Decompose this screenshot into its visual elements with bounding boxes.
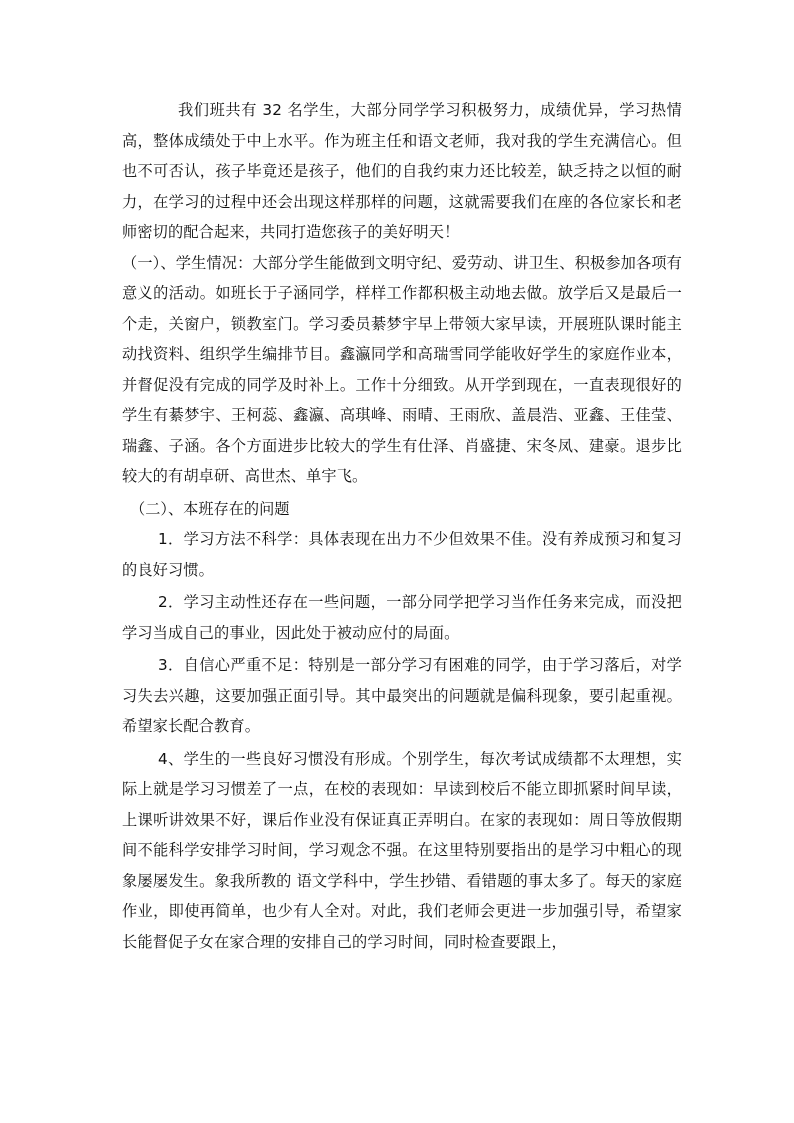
intro-paragraph: 我们班共有 32 名学生，大部分同学学习积极努力，成绩优异，学习热情高，整体成绩处于中上水平。作为班主任和语文老师，我对我的学生充满信心。但也不可否认，孩子毕竟还是孩子，他们的自我约束力还比较差，缺乏持之以恒的耐力，在学习的过程中还会出现这样那样的问题，这就需要我们在座的各位家长和老师密切的配合起来，共同打造您孩子的美好明天！ — [122, 101, 682, 241]
problem-item-2: 2．学习主动性还存在一些问题，一部分同学把学习当作任务来完成，而没把学习当成自己的事业，因此处于被动应付的局面。 — [122, 593, 682, 642]
document-body — [122, 95, 682, 957]
problem-item-3: 3．自信心严重不足：特别是一部分学习有困难的同学，由于学习落后，对学习失去兴趣，这要加强正面引导。其中最突出的问题就是偏科现象，要引起重视。希望家长配合教育。 — [122, 656, 682, 735]
student-situation-paragraph: （一）、学生情况：大部分学生能做到文明守纪、爱劳动、讲卫生、积极参加各项有意义的活动。如班长于子涵同学，样样工作都积极主动地去做。放学后又是最后一个走，关窗户，锁教室门。学习委员綦梦宇早上带领大家早读，开展班队课时能主动找资料、组织学生编排节目。鑫瀛同学和高瑞雪同学能收好学生的家庭作业本，并督促没有完成的同学及时补上。工作十分细致。从开学到现在，一直表现很好的学生有綦梦宇、王柯蕊、鑫瀛、高琪峰、雨晴、王雨欣、盖晨浩、亚鑫、王佳莹、瑞鑫、子涵。各个方面进步比较大的学生有仕泽、肖盛捷、宋冬凤、建豪。退步比较大的有胡卓研、高世杰、单宇飞。 — [122, 253, 682, 485]
section-heading-problems: （二）、本班存在的问题 — [130, 499, 290, 518]
problem-item-1: 1．学习方法不科学：具体表现在出力不少但效果不佳。没有养成预习和复习的良好习惯。 — [122, 530, 682, 579]
problem-item-4: 4、学生的一些良好习惯没有形成。个别学生，每次考试成绩都不太理想，实际上就是学习习惯差了一点，在校的表现如：早读到校后不能立即抓紧时间早读，上课听讲效果不好，课后作业没有保证真正弄明白。在家的表现如：周日等放假期间不能科学安排学习时间，学习观念不强。在这里特别要指出的是学习中粗心的现象屡屡发生。象我所教的 语文学科中，学生抄错、看错题的事太多了。每天的家庭作业，即使再简单，也少有人全对。对此，我们老师会更进一步加强引导，希望家长能督促子女在家合理的安排自己的学习时间，同时检查要跟上， — [122, 749, 682, 951]
